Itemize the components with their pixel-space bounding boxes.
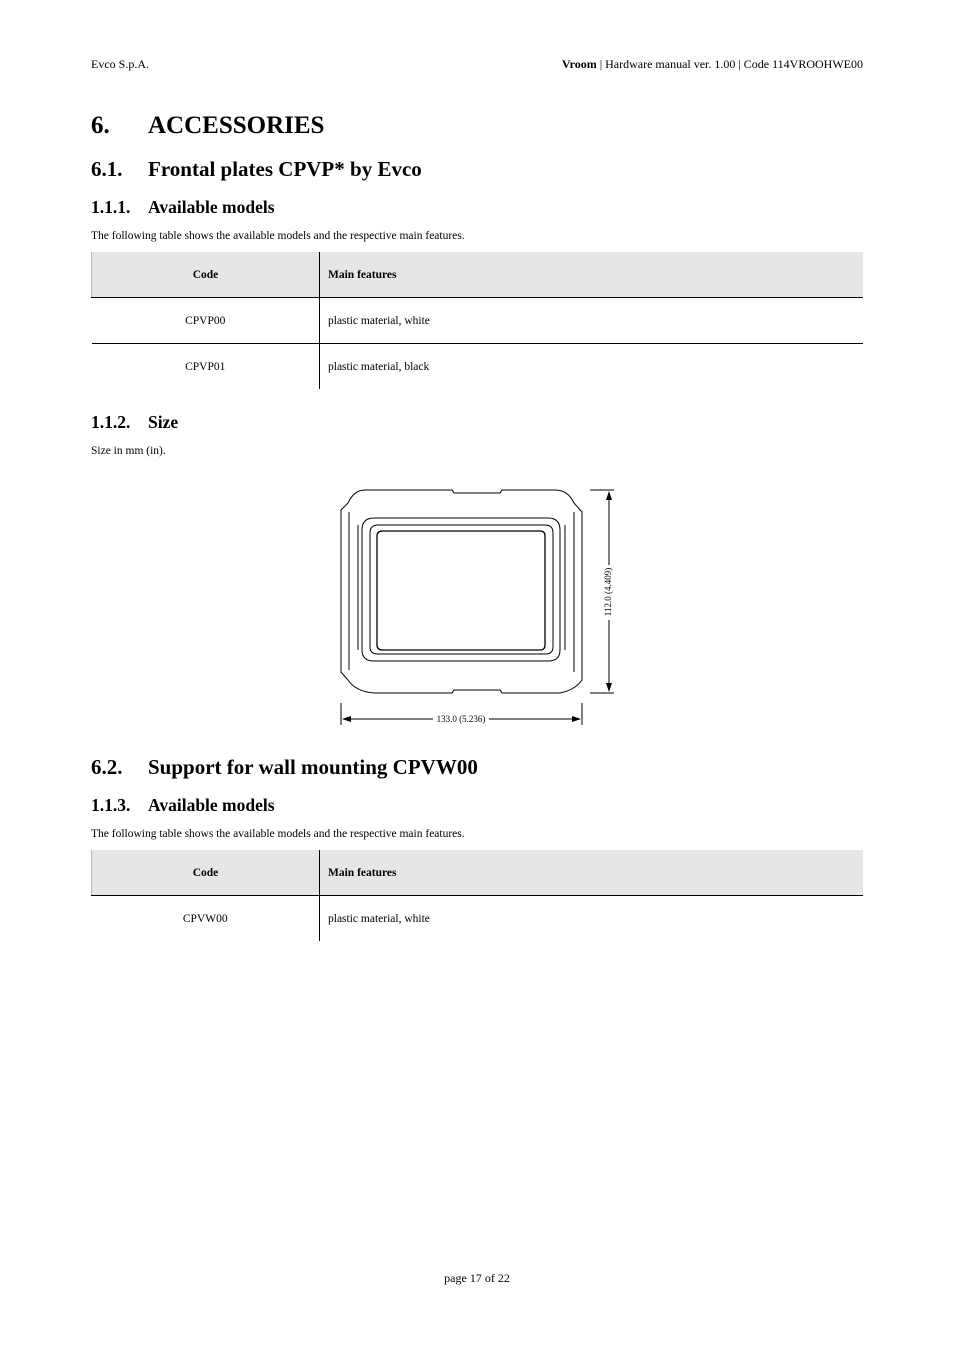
table-header-row (92, 252, 864, 298)
table-row (92, 344, 864, 390)
cell-features: plastic material, black (328, 360, 430, 373)
column-header-code: Code (92, 850, 320, 896)
arrow-left (342, 716, 351, 722)
plate-inner-contour-1 (349, 512, 574, 672)
plate-inner-contour-2 (358, 525, 565, 650)
section-6-1-heading (91, 157, 422, 182)
cell-code: CPVP01 (92, 344, 320, 390)
table-row (92, 298, 864, 344)
frontal-plate-drawing (330, 480, 630, 730)
subsection-1-1-3-title: Available models (148, 795, 275, 815)
subsection-1-1-2-heading (91, 412, 178, 433)
subsection-1-1-3-heading (91, 795, 275, 816)
arrow-down (606, 683, 612, 692)
section-6-title: ACCESSORIES (148, 112, 325, 139)
display-frame-middle (370, 525, 553, 654)
subsection-1-1-1-heading (91, 197, 275, 218)
models-table-cpvp (91, 252, 863, 389)
page-number: page 17 of 22 (444, 1271, 510, 1285)
table-row (92, 896, 864, 942)
subsection-1-1-3-intro: The following table shows the available models and the respective main features. (91, 828, 465, 840)
section-6-1-title: Frontal plates CPVP* by Evco (148, 157, 422, 181)
arrow-right (572, 716, 581, 722)
section-6-2-heading (91, 755, 478, 780)
header-company: Evco S.p.A. (91, 57, 149, 71)
column-header-code: Code (92, 252, 320, 298)
cell-features: plastic material, white (328, 912, 430, 925)
subsection-1-1-2-title: Size (148, 412, 179, 432)
cell-code: CPVW00 (92, 896, 320, 942)
column-header-features: Main features (320, 252, 864, 298)
subsection-1-1-1-number: 1.1.1. (91, 197, 131, 217)
section-6-1-number: 6.1. (91, 157, 123, 181)
subsection-1-1-1-title: Available models (148, 197, 275, 217)
models-table-cpvw (91, 850, 863, 941)
section-6-2-number: 6.2. (91, 755, 123, 779)
table-header-row (92, 850, 864, 896)
header-manual-details: | Hardware manual ver. 1.00 | Code 114VROOHWE00 (596, 57, 863, 71)
height-dimension-label: 112.0 (4.409) (603, 567, 614, 617)
arrow-up (606, 491, 612, 500)
subsection-1-1-2-number: 1.1.2. (91, 412, 131, 432)
subsection-1-1-3-number: 1.1.3. (91, 795, 131, 815)
header-product: Vroom (561, 57, 597, 71)
section-6-number: 6. (91, 112, 110, 139)
section-6-heading (91, 112, 324, 140)
subsection-1-1-2-intro: Size in mm (in). (91, 445, 166, 457)
column-header-features: Main features (320, 850, 864, 896)
width-dimension-label: 133.0 (5.236) (436, 714, 486, 725)
cell-code: CPVP00 (92, 298, 320, 344)
display-window (377, 531, 545, 650)
subsection-1-1-1-intro: The following table shows the available models and the respective main features. (91, 230, 465, 242)
header-manual-info (562, 57, 863, 72)
cell-features: plastic material, white (320, 298, 864, 344)
section-6-2-title: Support for wall mounting CPVW00 (148, 755, 478, 779)
display-frame-outer (362, 518, 560, 661)
